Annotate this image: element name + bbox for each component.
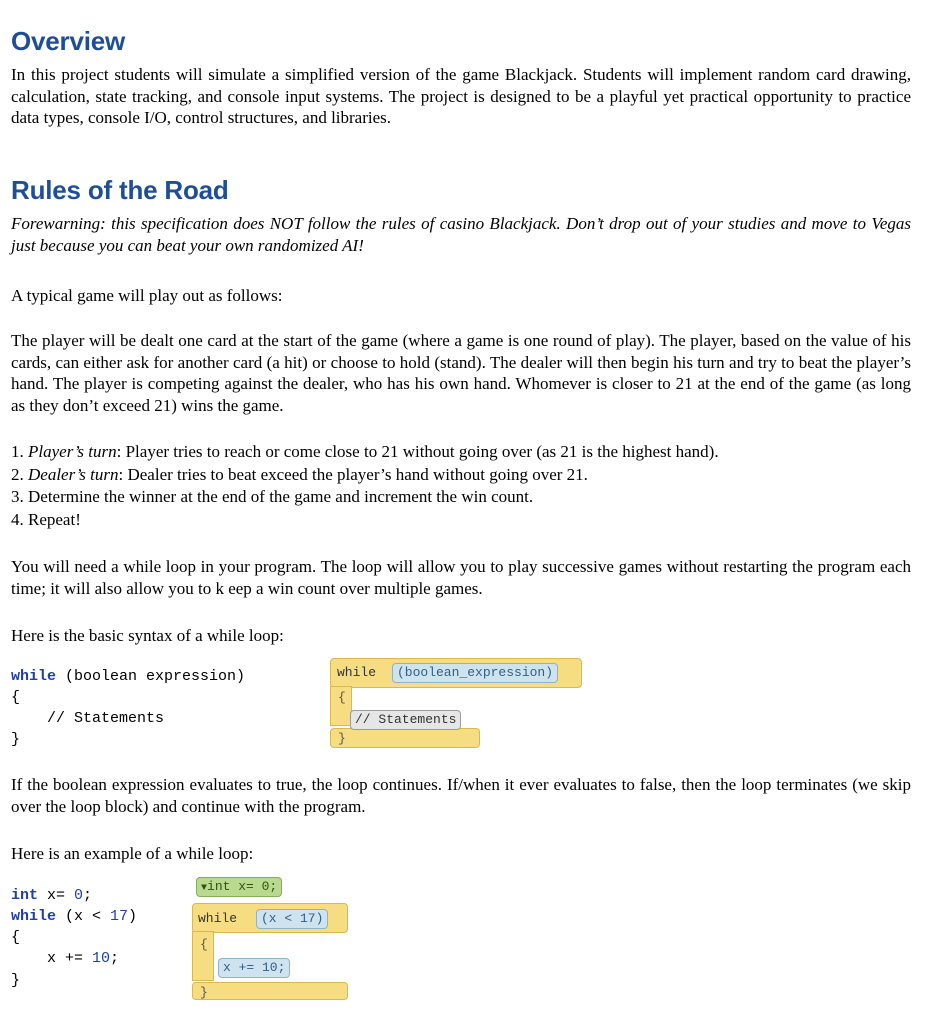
condition-slot: (x < 17) [256, 909, 328, 929]
evaluation-paragraph: If the boolean expression evaluates to true, the loop continues. If/when it ever evaluates to false, then the loop terminates (we skip over the loop block) and continue with the program. [11, 775, 911, 816]
while-block-label: while [198, 911, 238, 926]
close-brace: } [200, 985, 208, 1000]
syntax-code-line: // Statements [11, 710, 165, 727]
overview-paragraph: In this project students will simulate a simplified version of the game Blackjack. Students will implement random card drawing, calculation, state tracking, and console input systems. The project is designed to be a playful yet practical opportunity to practice data types, console I/O, control structures, and libraries. [11, 65, 911, 127]
example-intro: Here is an example of a while loop: [11, 844, 254, 863]
close-brace: } [338, 731, 346, 746]
while-block-foot [192, 982, 348, 1000]
syntax-code-line: } [11, 731, 21, 748]
declaration-block: ▼int x= 0; [196, 877, 282, 897]
while-block-foot [330, 728, 480, 748]
increment-block: x += 10; [218, 958, 290, 978]
forewarning-paragraph: Forewarning: this specification does NOT follow the rules of casino Blackjack. Don’t drop out of your studies and move to Vegas just because you can beat your own randomized AI! [11, 214, 911, 255]
open-brace: { [200, 937, 208, 952]
example-code-line: int x= 0; [11, 887, 93, 904]
step-item: 2. Dealer’s turn: Dealer tries to beat exceed the player’s hand without going over 21. [11, 464, 588, 484]
game-description: The player will be dealt one card at the start of the game (where a game is one round of play). The player, based on the value of his cards, can either ask for another card (a hit) or choose to hold (stand). The dealer will then begin his turn and try to beat the player’s hand. The player is competing against the dealer, who has his own hand. Whomever is closer to 21 at the end of the game (as long as they don’t exceed 21) wins the game. [11, 331, 911, 415]
rules-heading: Rules of the Road [11, 175, 229, 205]
syntax-intro: Here is the basic syntax of a while loop: [11, 626, 284, 645]
while-block-label: while [337, 665, 377, 680]
step-item: 4. Repeat! [11, 509, 81, 529]
typical-game-intro: A typical game will play out as follows: [11, 286, 283, 305]
open-brace: { [338, 690, 346, 705]
example-code-line: while (x < 17) [11, 908, 138, 925]
condition-slot: (boolean_expression) [392, 663, 558, 683]
steps-list [11, 441, 916, 531]
statements-slot: // Statements [350, 710, 461, 730]
example-code-line: { [11, 929, 21, 946]
while-loop-paragraph: You will need a while loop in your program. The loop will allow you to play successive games without restarting the program each time; it will also allow you to k eep a win count over multiple games. [11, 557, 911, 598]
step-item: 3. Determine the winner at the end of the game and increment the win count. [11, 487, 534, 506]
step-item: 1. Player’s turn: Player tries to reach or come close to 21 without going over (as 21 is the highest hand). [11, 442, 719, 461]
syntax-code-line: while (boolean expression) [11, 668, 246, 685]
example-code-line: x += 10; [11, 950, 120, 967]
syntax-code-line: { [11, 689, 21, 706]
overview-heading: Overview [11, 26, 126, 56]
example-code-line: } [11, 972, 21, 989]
